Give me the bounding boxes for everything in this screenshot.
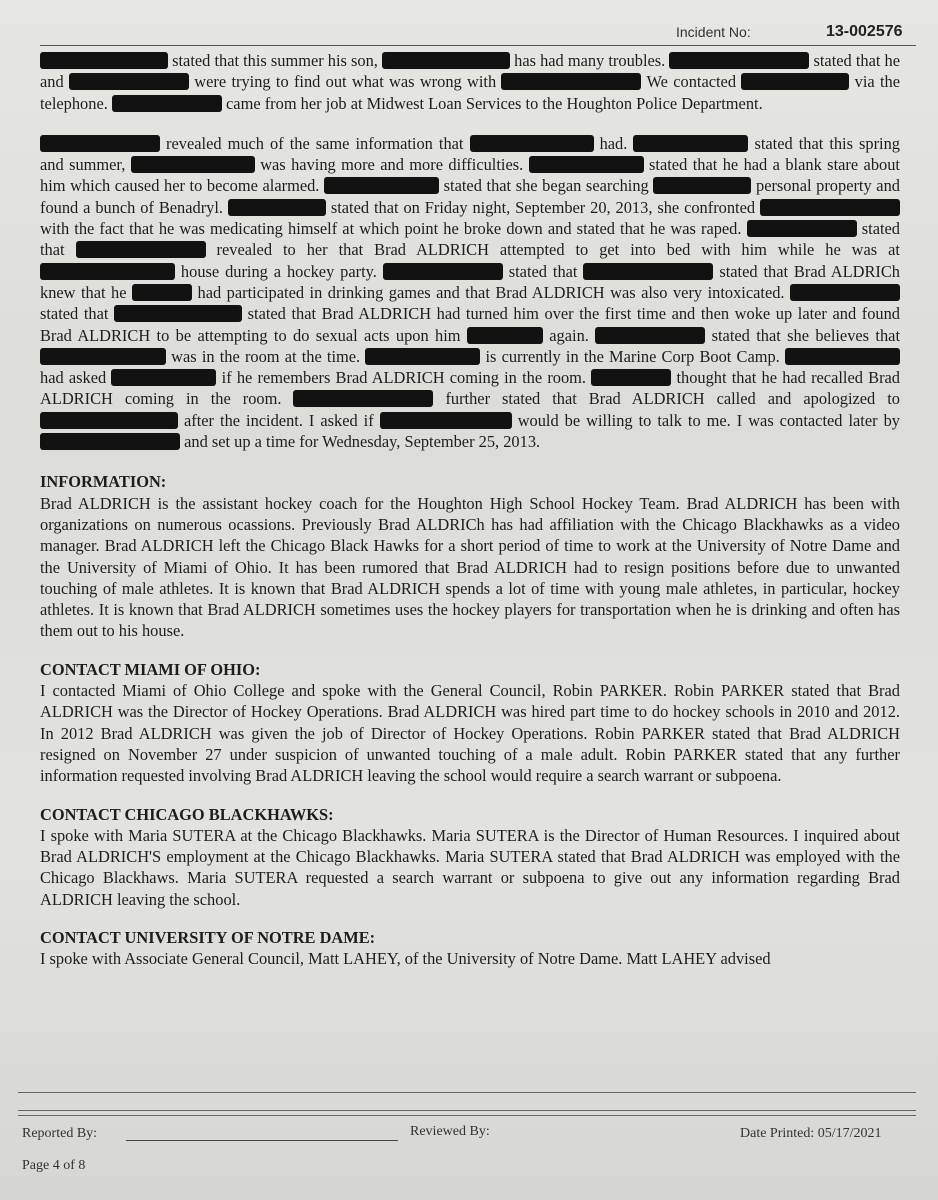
redaction-block [470, 135, 594, 152]
section-body: I spoke with Maria SUTERA at the Chicago Blackhawks. Maria SUTERA is the Director of Human Resources. I inquired about Brad ALDRICH'S employment at the Chicago Blackhawks. Maria SUTERA stated that Brad ALDRICH was employed with the Chicago Blackhaws. Maria SUTERA requested a search warrant or subpoena to give out any information regarding Brad ALDRICH leaving the school. [40, 825, 900, 909]
redaction-block [467, 327, 543, 344]
narrative-text: stated that Brad ALDRICH had turned him over the first time and then woke up later and found Brad ALDRICH to be attempting to do sexual acts upon him [40, 304, 900, 345]
narrative-text: thought that he had recalled Brad ALDRICH coming in the room. [40, 368, 900, 409]
redaction-block [76, 241, 206, 258]
redaction-block [112, 95, 222, 112]
narrative-text: were trying to find out what was wrong with [194, 72, 497, 92]
narrative-text: is currently in the Marine Corp Boot Camp. [485, 346, 780, 366]
section-contact-notre-dame [40, 927, 900, 970]
redaction-block [383, 263, 503, 280]
narrative-text: via the telephone. [40, 72, 901, 113]
redaction-block [365, 348, 480, 365]
redaction-block [380, 412, 512, 429]
narrative-paragraph-1 [40, 50, 900, 114]
redaction-block [293, 390, 433, 407]
narrative-text: stated that on Friday night, September 20, 2013, she confronted [330, 197, 756, 217]
redaction-block [40, 135, 160, 152]
narrative-text: again. [549, 325, 589, 345]
reported-by-signature-line [126, 1140, 398, 1141]
page-number: Page 4 of 8 [22, 1158, 86, 1173]
reported-by-label: Reported By: [22, 1126, 98, 1141]
redaction-block [40, 263, 175, 280]
narrative-text: stated that she believes that [711, 325, 900, 345]
narrative-text: personal property and found a bunch of Benadryl. [40, 176, 900, 217]
narrative-text: stated that this spring and summer, [40, 133, 901, 175]
narrative-text: stated that Brad ALDRICh knew that he [40, 261, 901, 302]
narrative-text: stated that he had a blank stare about him which caused her to become alarmed. [40, 155, 900, 196]
footer-divider [18, 1092, 916, 1093]
reviewed-by-label: Reviewed By: [410, 1124, 490, 1139]
incident-number-value: 13-002576 [826, 23, 903, 40]
redaction-block [595, 327, 705, 344]
section-body: Brad ALDRICH is the assistant hockey coach for the Houghton High School Hockey Team. Brad ALDRICH has been with organizations on numerous ocassions. Previously Brad ALDRICh has had affiliation with the Chicago Blackhawks as a video manager. Brad ALDRICH left the Chicago Black Hawks for a short period of time to work at the University of Notre Dame and the University of Miami of Ohio. It has been rumored that Brad ALDRICH had to resign positions before due to unwanted touching of male athletes. It is known that Brad ALDRICH spends a lot of time with young male athletes, in particular, hockey athletes. It is known that Brad ALDRICH sometimes uses the hockey players for transportation when he is drinking and often has them out to his house. [40, 493, 900, 641]
redaction-block [529, 156, 644, 173]
redaction-block [633, 135, 748, 152]
redaction-block [669, 52, 809, 69]
narrative-text: revealed to her that Brad ALDRICH attempted to get into bed with him while he was at [216, 240, 900, 260]
redaction-block [653, 177, 751, 194]
redaction-block [40, 348, 166, 365]
section-information [40, 471, 900, 641]
narrative-text: had participated in drinking games and that Brad ALDRICH was also very intoxicated. [197, 282, 785, 302]
header-divider [40, 45, 916, 46]
redaction-block [760, 199, 900, 216]
redaction-block [583, 263, 713, 280]
footer-divider [18, 1115, 916, 1116]
narrative-text: and set up a time for Wednesday, September 25, 2013. [184, 432, 541, 452]
redaction-block [785, 348, 900, 365]
section-heading: CONTACT MIAMI OF OHIO: [40, 659, 261, 679]
report-header [0, 20, 938, 48]
section-heading: CONTACT UNIVERSITY OF NOTRE DAME: [40, 927, 376, 947]
redaction-block [382, 52, 510, 69]
redaction-block [111, 369, 216, 386]
narrative-text: stated that she began searching [443, 176, 649, 196]
narrative-text: stated that this summer his son, [172, 51, 378, 70]
section-contact-chicago-blackhawks [40, 804, 900, 910]
incident-number-label: Incident No: [676, 24, 751, 40]
narrative-text: would be willing to talk to me. I was contacted later by [517, 410, 900, 430]
narrative-text: stated that [40, 304, 109, 324]
redaction-block [790, 284, 900, 301]
section-heading: CONTACT CHICAGO BLACKHAWKS: [40, 804, 334, 824]
section-body: I contacted Miami of Ohio College and spoke with the General Council, Robin PARKER. Robin PARKER stated that Brad ALDRICH was the Director of Hockey Operations. Brad ALDRICH was hired part time to do hockey schools in 2010 and 2012. In 2012 Brad ALDRICH was given the job of Director of Hockey Operations. Robin PARKER stated that Brad ALDRICH resigned on November 27 under suspicion of unwanted touching of a male adult. Robin PARKER stated that any further information requested involving Brad ALDRICH leaving the school would require a search warrant or subpoena. [40, 681, 900, 786]
narrative-text: if he remembers Brad ALDRICH coming in the room. [221, 368, 587, 388]
narrative-text: stated that [40, 219, 900, 260]
narrative-text: had. [599, 133, 628, 153]
redaction-block [747, 220, 857, 237]
section-body: I spoke with Associate General Council, Matt LAHEY, of the University of Notre Dame. Matt LAHEY advised [40, 949, 771, 969]
narrative-text: stated that [508, 261, 578, 281]
report-footer [0, 1118, 938, 1188]
section-contact-miami-of-ohio [40, 659, 900, 787]
redaction-block [741, 73, 849, 90]
narrative-text: house during a hockey party. [180, 261, 377, 281]
narrative-text: We contacted [646, 72, 737, 92]
narrative-text: stated that he and [40, 51, 900, 92]
redaction-block [132, 284, 192, 301]
redaction-block [40, 52, 168, 69]
narrative-text: after the incident. I asked if [184, 410, 374, 430]
redaction-block [114, 305, 242, 322]
narrative-paragraph-2 [40, 133, 900, 452]
narrative-text: had asked [40, 368, 107, 388]
narrative-text: further stated that Brad ALDRICH called and apologized to [445, 389, 900, 409]
redaction-block [501, 73, 641, 90]
redaction-block [324, 177, 439, 194]
footer-divider [18, 1110, 916, 1111]
redaction-block [40, 412, 178, 429]
narrative-text: was having more and more difficulties. [260, 155, 524, 175]
redaction-block [591, 369, 671, 386]
redaction-block [131, 156, 255, 173]
redaction-block [69, 73, 189, 90]
narrative-text: came from her job at Midwest Loan Services to the Houghton Police Department. [226, 93, 763, 113]
narrative-text: has had many troubles. [514, 51, 666, 70]
redaction-block [40, 433, 180, 450]
narrative-text: revealed much of the same information that [166, 133, 464, 153]
redaction-block [228, 199, 326, 216]
narrative-text: was in the room at the time. [171, 346, 361, 366]
narrative-text: with the fact that he was medicating himself at which point he broke down and stated that he was raped. [40, 219, 742, 239]
date-printed: Date Printed: 05/17/2021 [740, 1126, 882, 1141]
section-heading: INFORMATION: [40, 472, 167, 492]
report-body [40, 50, 900, 987]
